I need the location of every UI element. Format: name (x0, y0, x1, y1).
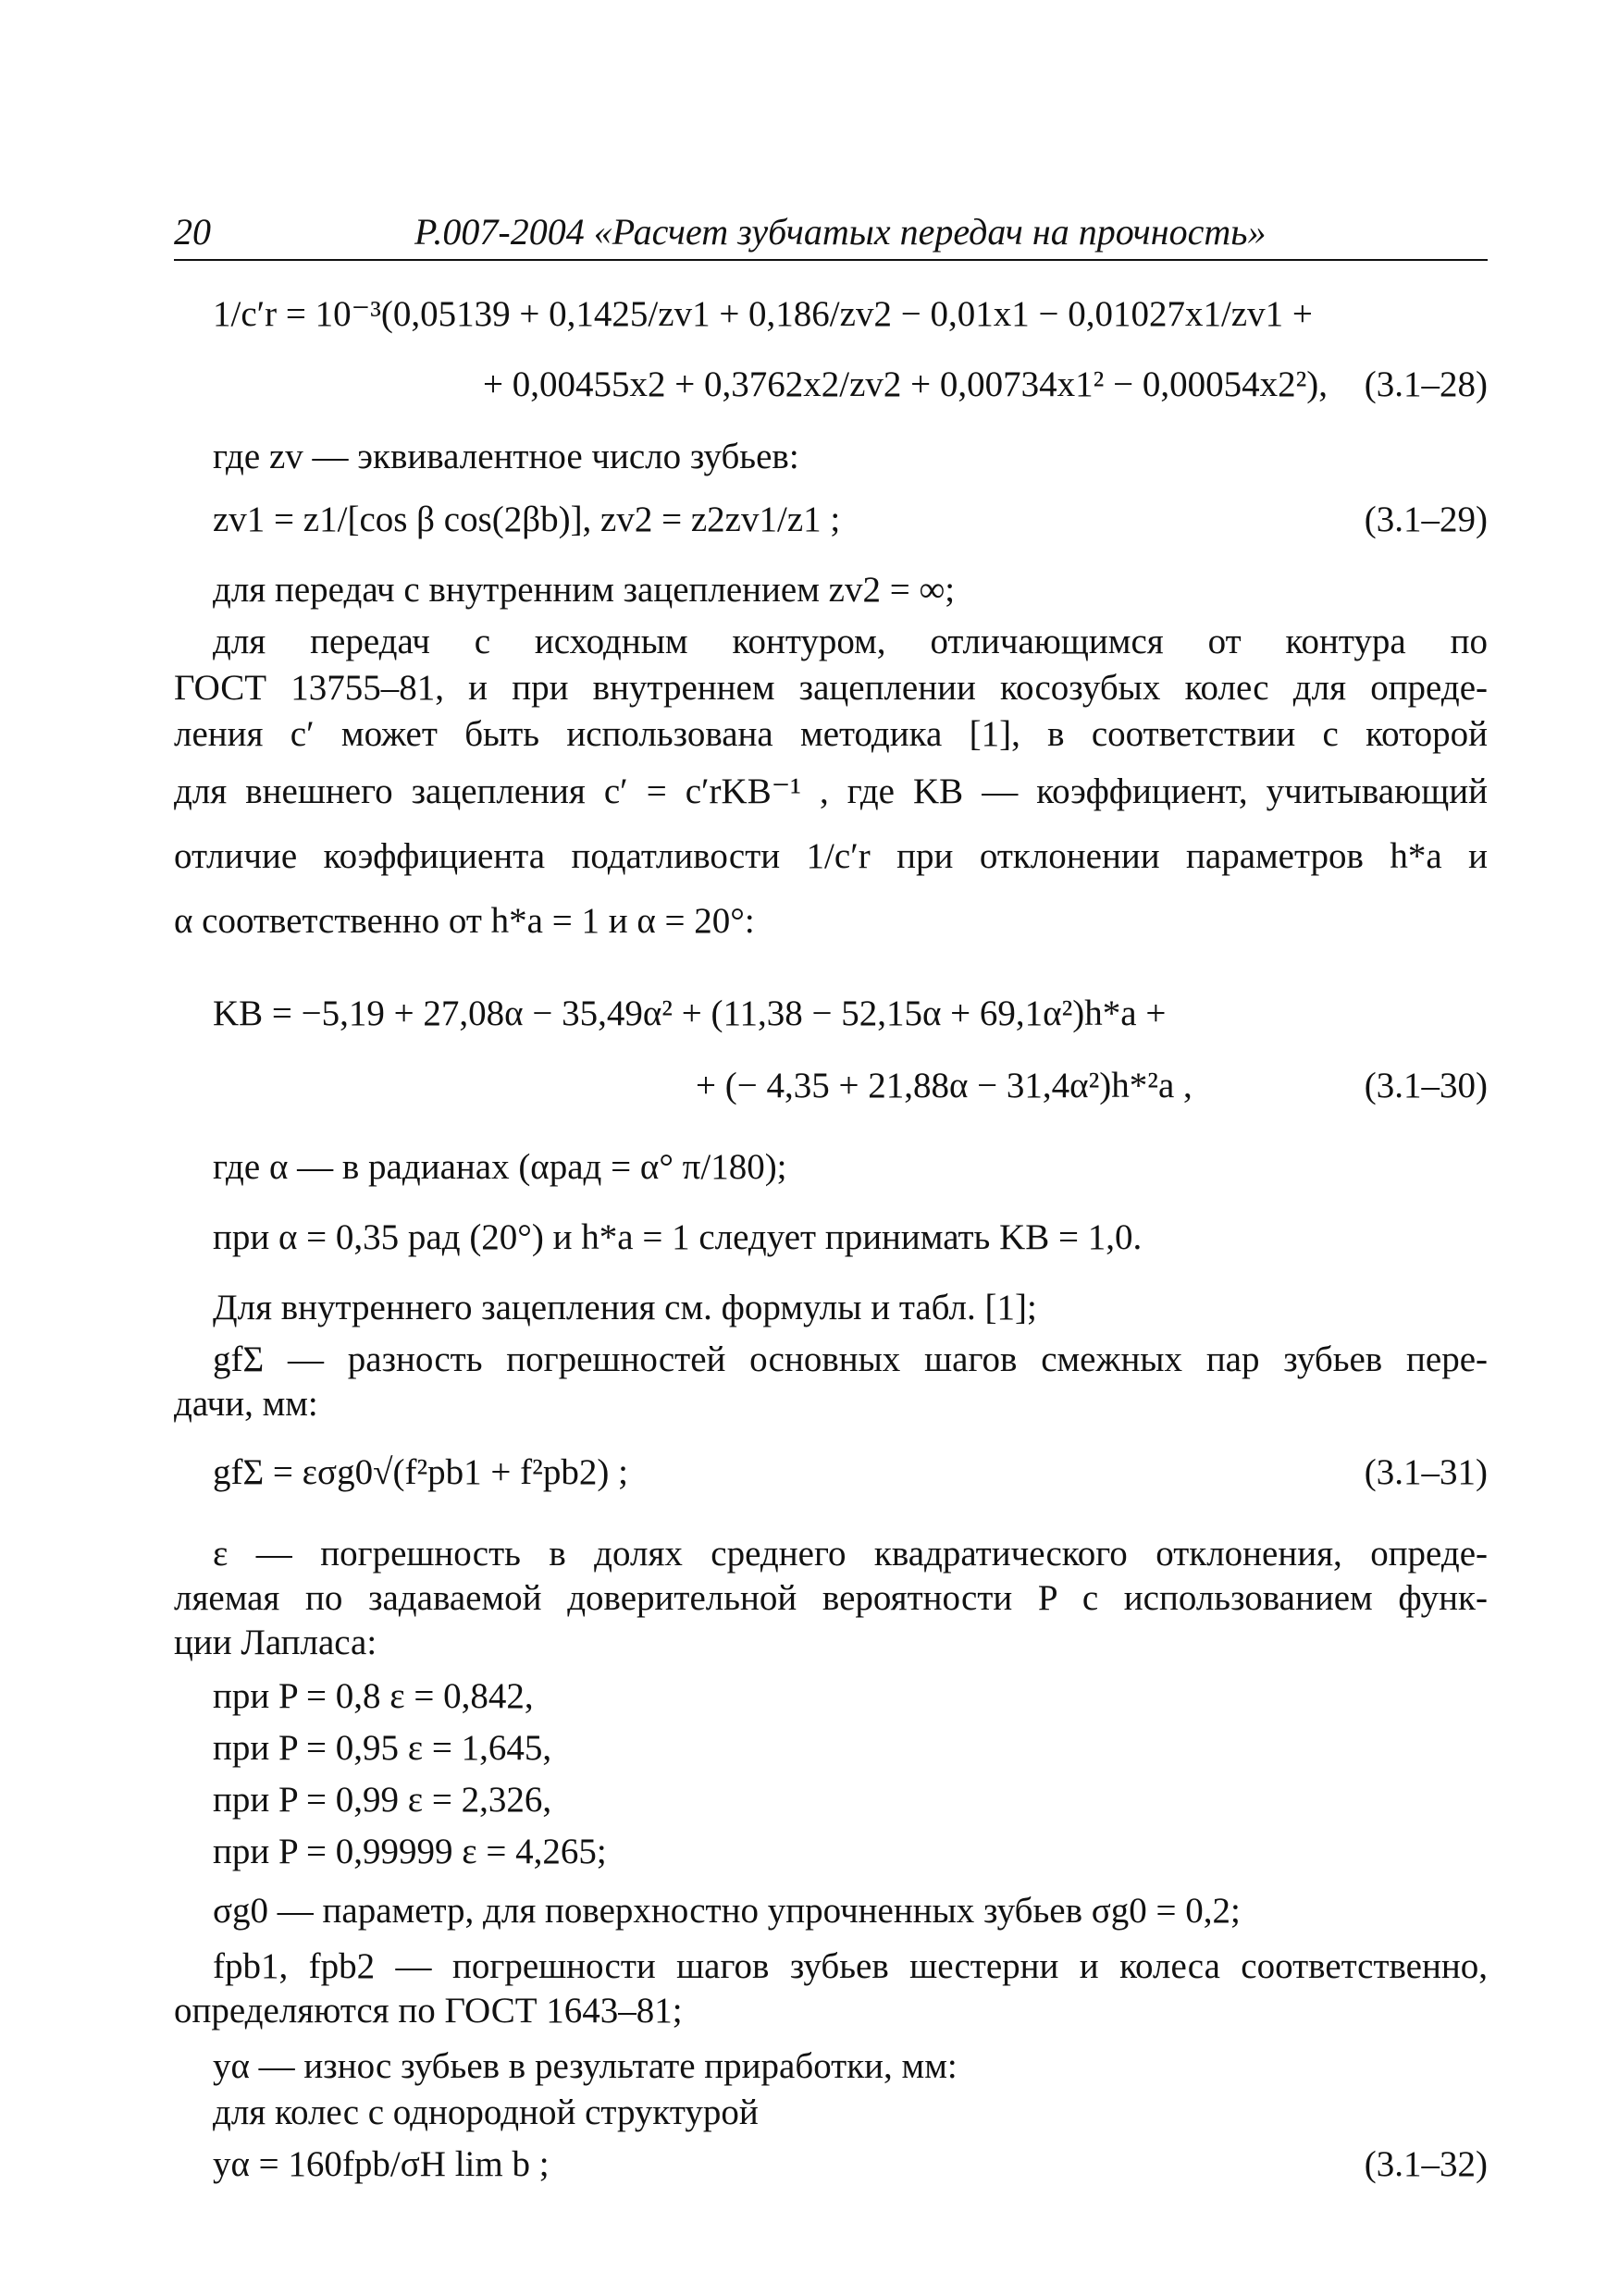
paragraph-line: ции Лапласа: (174, 1623, 377, 1662)
formula-3-1-28-line2: + 0,00455x2 + 0,3762x2/zv2 + 0,00734x1² − 0,00054x2²), (483, 364, 1328, 404)
paragraph-line: определяются по ГОСТ 1643–81; (174, 1991, 683, 2031)
paragraph-line: дачи, мм: (174, 1384, 318, 1424)
text-line: для колес с однородной структурой (213, 2092, 759, 2132)
formula-3-1-32: yα = 160fpb/σH lim b ; (213, 2144, 550, 2184)
paragraph-line: gfΣ — разность погрешностей основных шагов смежных пар зубьев пере- (213, 1339, 1488, 1379)
running-title: Р.007-2004 «Расчет зубчатых передач на прочность» (414, 211, 1267, 253)
paragraph-line: ляемая по задаваемой доверительной вероятности P с использованием функ- (174, 1578, 1488, 1618)
value-line: при P = 0,8 ε = 0,842, (213, 1676, 534, 1716)
formula-number-3-1-30: (3.1–30) (1364, 1066, 1488, 1105)
formula-3-1-31: gfΣ = εσg0√(f²pb1 + f²pb2) ; (213, 1452, 628, 1492)
text-line: σg0 — параметр, для поверхностно упрочненных зубьев σg0 = 0,2; (213, 1891, 1241, 1931)
formula-number-3-1-29: (3.1–29) (1364, 500, 1488, 539)
page-number: 20 (174, 211, 211, 253)
page-header (174, 204, 1488, 261)
value-line: при P = 0,99 ε = 2,326, (213, 1780, 552, 1820)
formula-3-1-28-line1: 1/c′r = 10⁻³(0,05139 + 0,1425/zv1 + 0,186/zv2 − 0,01x1 − 0,01027x1/zv1 + (213, 294, 1313, 334)
formula-3-1-30-line2: + (− 4,35 + 21,88α − 31,4α²)h*²a , (696, 1066, 1193, 1105)
text-line: Для внутреннего зацепления см. формулы и табл. [1]; (213, 1288, 1037, 1327)
value-line: при P = 0,99999 ε = 4,265; (213, 1832, 607, 1871)
formula-number-3-1-31: (3.1–31) (1364, 1452, 1488, 1492)
text-line: yα — износ зубьев в результате приработки, мм: (213, 2046, 958, 2086)
paragraph-line: ε — погрешность в долях среднего квадратического отклонения, опреде- (213, 1534, 1488, 1574)
text-line: где α — в радианах (αрад = α° π/180); (213, 1147, 787, 1187)
formula-3-1-30-line1: KB = −5,19 + 27,08α − 35,49α² + (11,38 − 52,15α + 69,1α²)h*a + (213, 994, 1167, 1033)
text-line: где zv — эквивалентное число зубьев: (213, 437, 799, 476)
paragraph-line: отличие коэффициента податливости 1/c′r при отклонении параметров h*a и (174, 836, 1488, 876)
paragraph-line: ГОСТ 13755–81, и при внутреннем зацеплении косозубых колес для опреде- (174, 668, 1488, 708)
formula-number-3-1-32: (3.1–32) (1364, 2144, 1488, 2184)
paragraph-line: fpb1, fpb2 — погрешности шагов зубьев шестерни и колеса соответственно, (213, 1946, 1488, 1986)
value-line: при P = 0,95 ε = 1,645, (213, 1728, 552, 1768)
formula-3-1-29: zv1 = z1/[cos β cos(2βb)], zv2 = z2zv1/z1 ; (213, 500, 841, 539)
paragraph-line: для передач с исходным контуром, отличающимся от контура по (213, 622, 1488, 661)
paragraph-line: α соответственно от h*a = 1 и α = 20°: (174, 901, 755, 941)
paragraph-line: для внешнего зацепления c′ = c′rKB⁻¹ , где KB — коэффициент, учитывающий (174, 772, 1488, 811)
text-line: при α = 0,35 рад (20°) и h*a = 1 следует принимать KB = 1,0. (213, 1217, 1143, 1257)
formula-number-3-1-28: (3.1–28) (1364, 364, 1488, 404)
text-line: для передач с внутренним зацеплением zv2 = ∞; (213, 570, 956, 610)
paragraph-line: ления c′ может быть использована методика [1], в соответствии с которой (174, 714, 1488, 754)
